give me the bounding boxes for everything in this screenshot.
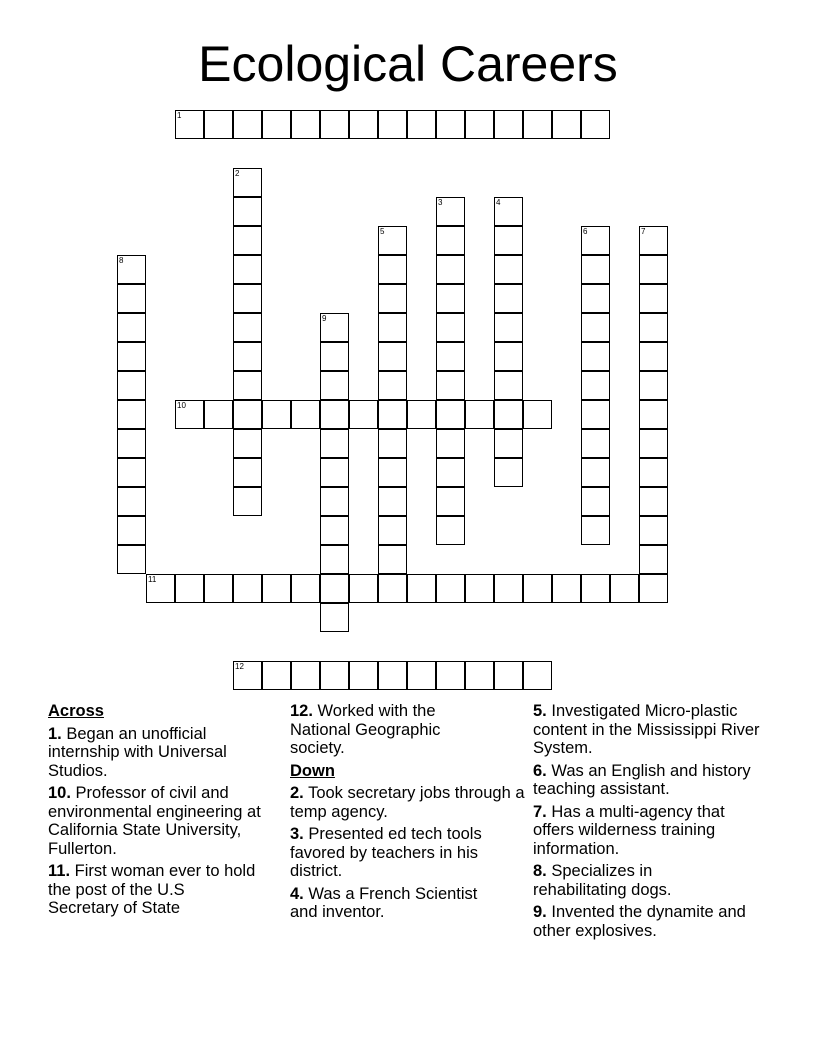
cell-number: 6 — [583, 227, 588, 236]
cell-number: 12 — [235, 662, 244, 671]
grid-cell[interactable] — [320, 371, 349, 400]
grid-cell[interactable] — [523, 110, 552, 139]
grid-cell[interactable] — [581, 284, 610, 313]
clue-text: Was a French Scientist and inventor. — [290, 884, 478, 921]
grid-cell[interactable] — [581, 516, 610, 545]
grid-cell[interactable] — [349, 400, 378, 429]
grid-cell[interactable] — [175, 400, 204, 429]
cell-number: 8 — [119, 256, 124, 265]
grid-cell[interactable] — [175, 574, 204, 603]
grid-cell[interactable] — [436, 574, 465, 603]
grid-cell[interactable] — [523, 400, 552, 429]
cell-number: 7 — [641, 227, 646, 236]
grid-cell[interactable] — [639, 226, 668, 255]
grid-cell[interactable] — [117, 400, 146, 429]
grid-cell[interactable] — [117, 371, 146, 400]
grid-cell[interactable] — [436, 110, 465, 139]
grid-cell[interactable] — [436, 400, 465, 429]
clue-across-11 — [48, 862, 258, 918]
grid-cell[interactable] — [581, 371, 610, 400]
clue-text: Specializes in rehabilitating dogs. — [533, 862, 672, 899]
grid-cell[interactable] — [233, 197, 262, 226]
grid-cell[interactable] — [581, 429, 610, 458]
grid-cell[interactable] — [117, 313, 146, 342]
grid-cell[interactable] — [465, 661, 494, 690]
cell-number: 5 — [380, 227, 385, 236]
grid-cell[interactable] — [320, 342, 349, 371]
clue-down-8 — [533, 862, 723, 899]
grid-cell[interactable] — [436, 487, 465, 516]
grid-cell[interactable] — [349, 574, 378, 603]
clue-down-2 — [290, 784, 526, 821]
grid-cell[interactable] — [436, 661, 465, 690]
grid-cell[interactable] — [349, 110, 378, 139]
grid-cell[interactable] — [233, 110, 262, 139]
cell-number: 1 — [177, 111, 182, 120]
clue-number: 3. — [290, 825, 304, 843]
clue-number: 1. — [48, 724, 62, 743]
grid-cell[interactable] — [407, 110, 436, 139]
clue-text: Worked with the National Geographic society. — [290, 702, 441, 757]
grid-cell[interactable] — [262, 110, 291, 139]
cell-number: 4 — [496, 198, 501, 207]
grid-cell[interactable] — [494, 400, 523, 429]
clue-text: Investigated Micro-plastic content in the Mississippi River System. — [533, 702, 760, 757]
grid-cell[interactable] — [378, 400, 407, 429]
grid-cell[interactable] — [436, 255, 465, 284]
grid-cell[interactable] — [436, 197, 465, 226]
clue-text: Began an unofficial internship with Universal Studios. — [48, 724, 227, 780]
grid-cell[interactable] — [146, 574, 175, 603]
clue-number: 7. — [533, 802, 547, 821]
clue-down-5 — [533, 702, 773, 758]
grid-cell[interactable] — [233, 487, 262, 516]
grid-cell[interactable] — [436, 371, 465, 400]
clue-number: 9. — [533, 903, 547, 921]
clue-column-2 — [290, 702, 526, 926]
grid-cell[interactable] — [581, 458, 610, 487]
grid-cell[interactable] — [552, 574, 581, 603]
grid-cell[interactable] — [320, 429, 349, 458]
grid-cell[interactable] — [378, 342, 407, 371]
clue-column-1 — [48, 702, 280, 922]
grid-cell[interactable] — [610, 574, 639, 603]
grid-cell[interactable] — [233, 574, 262, 603]
grid-cell[interactable] — [320, 574, 349, 603]
grid-cell[interactable] — [291, 574, 320, 603]
grid-cell[interactable] — [291, 661, 320, 690]
grid-cell[interactable] — [436, 429, 465, 458]
clue-across-12 — [290, 702, 480, 758]
grid-cell[interactable] — [378, 429, 407, 458]
cell-number: 2 — [235, 169, 240, 178]
grid-cell[interactable] — [639, 458, 668, 487]
grid-cell[interactable] — [204, 110, 233, 139]
grid-cell[interactable] — [494, 371, 523, 400]
grid-cell[interactable] — [581, 226, 610, 255]
grid-cell[interactable] — [233, 429, 262, 458]
grid-cell[interactable] — [581, 400, 610, 429]
grid-cell[interactable] — [639, 516, 668, 545]
clue-down-7 — [533, 803, 733, 859]
grid-cell[interactable] — [378, 255, 407, 284]
grid-cell[interactable] — [639, 313, 668, 342]
grid-cell[interactable] — [117, 487, 146, 516]
clue-across-10 — [48, 784, 280, 858]
grid-cell[interactable] — [581, 342, 610, 371]
grid-cell[interactable] — [436, 313, 465, 342]
clue-across-1 — [48, 725, 280, 781]
cell-number: 10 — [177, 401, 186, 410]
grid-cell[interactable] — [262, 400, 291, 429]
grid-cell[interactable] — [494, 342, 523, 371]
grid-cell[interactable] — [552, 110, 581, 139]
grid-cell[interactable] — [494, 226, 523, 255]
grid-cell[interactable] — [320, 458, 349, 487]
grid-cell[interactable] — [378, 574, 407, 603]
grid-cell[interactable] — [494, 197, 523, 226]
grid-cell[interactable] — [117, 516, 146, 545]
grid-cell[interactable] — [378, 545, 407, 574]
grid-cell[interactable] — [117, 429, 146, 458]
grid-cell[interactable] — [639, 400, 668, 429]
clue-text: Presented ed tech tools favored by teachers in his district. — [290, 825, 482, 880]
grid-cell[interactable] — [639, 429, 668, 458]
grid-cell[interactable] — [639, 371, 668, 400]
grid-cell[interactable] — [378, 487, 407, 516]
grid-cell[interactable] — [233, 371, 262, 400]
grid-cell[interactable] — [233, 168, 262, 197]
grid-cell[interactable] — [581, 487, 610, 516]
grid-cell[interactable] — [639, 545, 668, 574]
clue-column-3 — [533, 702, 773, 944]
grid-cell[interactable] — [378, 661, 407, 690]
grid-cell[interactable] — [494, 313, 523, 342]
grid-cell[interactable] — [233, 342, 262, 371]
grid-cell[interactable] — [233, 284, 262, 313]
grid-cell[interactable] — [378, 313, 407, 342]
across-heading: Across — [48, 702, 104, 720]
grid-cell[interactable] — [320, 603, 349, 632]
clue-number: 4. — [290, 884, 304, 903]
grid-cell[interactable] — [262, 661, 291, 690]
clue-number: 2. — [290, 784, 304, 802]
grid-cell[interactable] — [494, 429, 523, 458]
clue-down-6 — [533, 762, 773, 799]
grid-cell[interactable] — [407, 400, 436, 429]
grid-cell[interactable] — [378, 371, 407, 400]
clue-text: First woman ever to hold the post of the U.S Secretary of State — [48, 862, 256, 917]
grid-cell[interactable] — [378, 226, 407, 255]
grid-cell[interactable] — [494, 255, 523, 284]
grid-cell[interactable] — [378, 284, 407, 313]
grid-cell[interactable] — [494, 110, 523, 139]
clue-number: 11. — [48, 862, 71, 880]
grid-cell[interactable] — [407, 574, 436, 603]
clue-number: 10. — [48, 784, 71, 802]
grid-cell[interactable] — [320, 661, 349, 690]
grid-cell[interactable] — [494, 661, 523, 690]
grid-cell[interactable] — [117, 458, 146, 487]
down-heading: Down — [290, 761, 335, 780]
grid-cell[interactable] — [639, 574, 668, 603]
grid-cell[interactable] — [494, 284, 523, 313]
grid-cell[interactable] — [407, 661, 436, 690]
grid-cell[interactable] — [436, 284, 465, 313]
grid-cell[interactable] — [639, 342, 668, 371]
clue-text: Was an English and history teaching assistant. — [533, 761, 751, 798]
grid-cell[interactable] — [320, 487, 349, 516]
grid-cell[interactable] — [639, 255, 668, 284]
grid-cell[interactable] — [581, 574, 610, 603]
grid-cell[interactable] — [639, 487, 668, 516]
grid-cell[interactable] — [233, 661, 262, 690]
grid-cell[interactable] — [117, 255, 146, 284]
clue-text: Invented the dynamite and other explosives. — [533, 903, 746, 940]
grid-cell[interactable] — [436, 342, 465, 371]
grid-cell[interactable] — [204, 400, 233, 429]
clue-number: 8. — [533, 862, 547, 880]
grid-cell[interactable] — [436, 226, 465, 255]
grid-cell[interactable] — [320, 313, 349, 342]
grid-cell[interactable] — [494, 574, 523, 603]
grid-cell[interactable] — [291, 400, 320, 429]
grid-cell[interactable] — [494, 458, 523, 487]
grid-cell[interactable] — [581, 313, 610, 342]
grid-cell[interactable] — [465, 110, 494, 139]
grid-cell[interactable] — [117, 284, 146, 313]
grid-cell[interactable] — [204, 574, 233, 603]
clue-text: Has a multi-agency that offers wilderness training information. — [533, 802, 725, 858]
grid-cell[interactable] — [378, 110, 407, 139]
grid-cell[interactable] — [262, 574, 291, 603]
grid-cell[interactable] — [581, 110, 610, 139]
grid-cell[interactable] — [465, 400, 494, 429]
grid-cell[interactable] — [233, 255, 262, 284]
grid-cell[interactable] — [523, 574, 552, 603]
clue-down-9 — [533, 903, 773, 940]
grid-cell[interactable] — [639, 284, 668, 313]
grid-cell[interactable] — [175, 110, 204, 139]
grid-cell[interactable] — [320, 400, 349, 429]
cell-number: 3 — [438, 198, 443, 207]
clue-down-3 — [290, 825, 526, 881]
grid-cell[interactable] — [233, 226, 262, 255]
grid-cell[interactable] — [465, 574, 494, 603]
grid-cell[interactable] — [233, 458, 262, 487]
grid-cell[interactable] — [320, 545, 349, 574]
clue-text: Took secretary jobs through a temp agency. — [290, 784, 525, 821]
clue-text: Professor of civil and environmental engineering at California State University, Fullerton. — [48, 784, 261, 858]
grid-cell[interactable] — [581, 255, 610, 284]
clue-number: 12. — [290, 702, 313, 720]
clue-number: 5. — [533, 702, 547, 720]
grid-cell[interactable] — [436, 516, 465, 545]
grid-cell[interactable] — [233, 313, 262, 342]
grid-cell[interactable] — [291, 110, 320, 139]
grid-cell[interactable] — [117, 545, 146, 574]
cell-number: 11 — [148, 575, 157, 584]
cell-number: 9 — [322, 314, 327, 323]
grid-cell[interactable] — [320, 516, 349, 545]
grid-cell[interactable] — [117, 342, 146, 371]
clue-number: 6. — [533, 761, 547, 780]
grid-cell[interactable] — [320, 110, 349, 139]
grid-cell[interactable] — [523, 661, 552, 690]
grid-cell[interactable] — [378, 458, 407, 487]
clue-down-4 — [290, 885, 490, 922]
grid-cell[interactable] — [436, 458, 465, 487]
grid-cell[interactable] — [349, 661, 378, 690]
puzzle-title: Ecological Careers — [198, 36, 618, 92]
grid-cell[interactable] — [378, 516, 407, 545]
grid-cell[interactable] — [233, 400, 262, 429]
